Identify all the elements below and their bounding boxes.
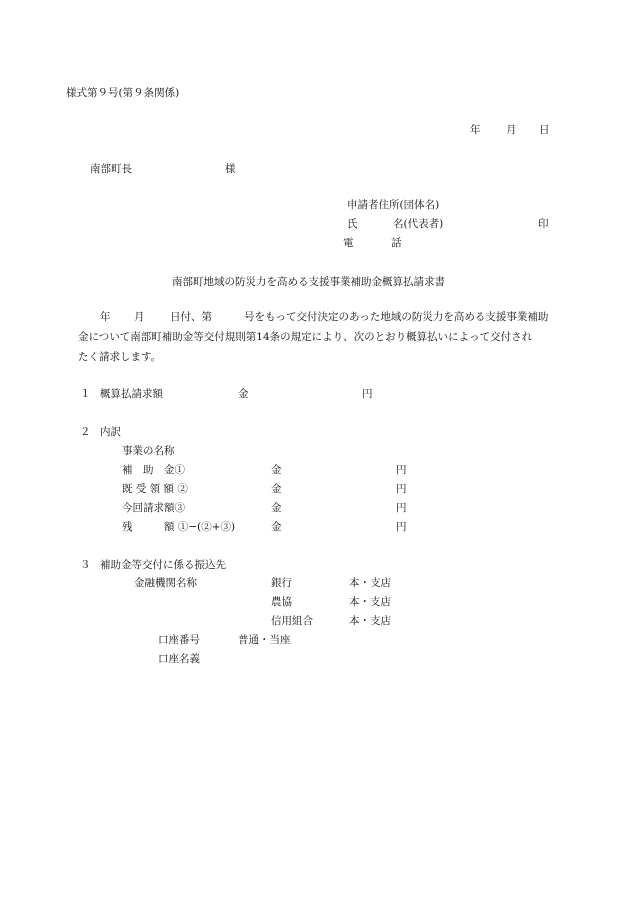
account-number-label: 口座番号 (158, 634, 200, 646)
section-1-kin: 金 (238, 388, 249, 400)
section-3-label: 補助金等交付に係る振込先 (100, 559, 226, 571)
breakdown-subsidy-kin: 金 (271, 464, 282, 476)
account-type: 普通・当座 (238, 634, 291, 646)
breakdown-current-label: 今回請求額③ (122, 502, 185, 514)
breakdown-remaining-label: 残 額 ①−(②+③) (122, 521, 236, 533)
breakdown-received-yen: 円 (396, 483, 407, 495)
account-name-label: 口座名義 (158, 653, 200, 665)
seal-mark: 印 (538, 218, 549, 230)
breakdown-current-kin: 金 (271, 502, 282, 514)
body-line2: 金について南部町補助金等交付規則第14条の規定により、次のとおり概算払いによって交付され (78, 331, 533, 343)
institution-type-credit-union: 信用組合 (271, 615, 313, 627)
addressee-name: 南部町長 (90, 163, 132, 175)
breakdown-received-label: 既 受 領 額 ② (122, 483, 188, 495)
section-3-number: ３ (80, 559, 91, 571)
institution-branch-credit-union: 本・支店 (349, 615, 391, 627)
date-day: 日 (539, 124, 550, 136)
breakdown-remaining-yen: 円 (396, 521, 407, 533)
institution-name-label: 金融機関名称 (134, 577, 197, 589)
section-1-yen: 円 (362, 388, 373, 400)
breakdown-current-yen: 円 (396, 502, 407, 514)
institution-branch-bank: 本・支店 (349, 577, 391, 589)
breakdown-received-kin: 金 (271, 483, 282, 495)
applicant-phone-label-1: 電 (343, 237, 354, 249)
institution-type-ja: 農協 (271, 596, 292, 608)
body-line1-rest: 号をもって交付決定のあった地域の防災力を高める支援事業補助 (244, 311, 549, 323)
section-2-number: ２ (80, 426, 91, 438)
applicant-phone-label-2: 話 (391, 237, 402, 249)
breakdown-subsidy-label: 補 助 金① (122, 464, 185, 476)
applicant-name-label-2: 名(代表者) (393, 218, 444, 230)
section-2-label: 内訳 (100, 426, 121, 438)
breakdown-project-name-label: 事業の名称 (122, 445, 175, 457)
applicant-address-label: 申請者住所(団体名) (347, 199, 440, 211)
body-line3: たく請求します。 (78, 351, 162, 363)
document-title: 南部町地域の防災力を高める支援事業補助金概算払請求書 (172, 276, 445, 288)
body-day: 日付、第 (170, 311, 212, 323)
breakdown-subsidy-yen: 円 (396, 464, 407, 476)
date-month: 月 (506, 124, 517, 136)
body-month: 月 (134, 311, 145, 323)
section-1-number: １ (80, 388, 91, 400)
institution-type-bank: 銀行 (271, 577, 292, 589)
date-year: 年 (470, 124, 481, 136)
breakdown-remaining-kin: 金 (271, 521, 282, 533)
applicant-name-label-1: 氏 (347, 218, 358, 230)
form-number: 様式第９号(第９条関係) (66, 87, 180, 99)
body-year: 年 (100, 311, 111, 323)
addressee-honorific: 様 (225, 163, 236, 175)
section-1-label: 概算払請求額 (100, 388, 163, 400)
institution-branch-ja: 本・支店 (349, 596, 391, 608)
